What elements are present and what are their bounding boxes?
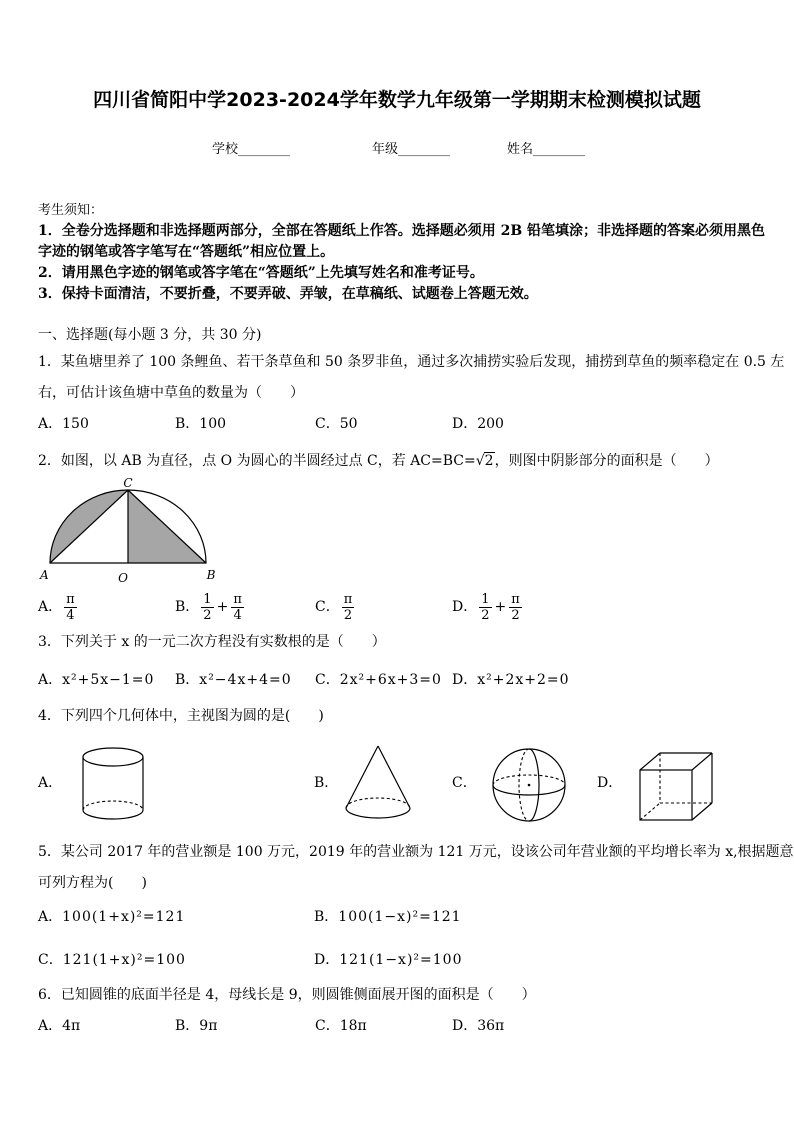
numerator: π bbox=[66, 591, 75, 607]
cube-edge bbox=[692, 803, 712, 820]
question-2-option-b bbox=[175, 590, 246, 624]
question-2-option-a bbox=[38, 590, 79, 624]
option-text: 4π bbox=[62, 1018, 81, 1034]
sphere-equator-front bbox=[493, 785, 565, 795]
fraction bbox=[231, 592, 244, 623]
option-label: A． bbox=[38, 1018, 63, 1034]
equation: x²+5x−1=0 bbox=[62, 672, 155, 688]
question-5-option-d bbox=[314, 950, 462, 970]
option-text: 18π bbox=[339, 1018, 367, 1034]
cylinder-figure bbox=[80, 744, 148, 826]
question-6-option-b bbox=[175, 1016, 217, 1036]
question-5-stem: 可列方程为( ) bbox=[38, 875, 147, 891]
name-field: 姓名________ bbox=[507, 142, 586, 157]
question-4-stem: 4．下列四个几何体中，主视图为圆的是( ) bbox=[38, 708, 324, 724]
notice-line: 2．请用黑色字迹的钢笔或答字笔在“答题纸”上先填写姓名和准考证号。 bbox=[38, 265, 484, 281]
equation: x²+2x+2=0 bbox=[477, 672, 570, 688]
option-label: A． bbox=[38, 672, 63, 688]
denominator: 4 bbox=[233, 607, 242, 623]
grade-field: 年级________ bbox=[372, 142, 451, 157]
question-3-stem: 3．下列关于 x 的一元二次方程没有实数根的是（ ） bbox=[38, 634, 386, 650]
notice-line: 1．全卷分选择题和非选择题两部分，全部在答题纸上作答。选择题必须用 2B 铅笔填涂；非选择题的答案必须用黑色 bbox=[38, 223, 766, 239]
option-label: A． bbox=[38, 775, 63, 791]
fraction bbox=[342, 592, 355, 623]
notice-line: 3．保持卡面清洁，不要折叠，不要弄破、弄皱，在草稿纸、试题卷上答题无效。 bbox=[38, 286, 538, 302]
option-label: A． bbox=[38, 416, 63, 432]
question-5-option-a bbox=[38, 907, 185, 927]
notice-heading: 考生须知： bbox=[38, 203, 104, 218]
question-5-option-c bbox=[38, 950, 186, 970]
stem-text: ，则图中阴影部分的面积是（ ） bbox=[494, 453, 719, 469]
option-label: B． bbox=[175, 416, 200, 432]
cylinder-base-front bbox=[83, 810, 143, 819]
option-text: 150 bbox=[62, 416, 89, 432]
question-6-option-a bbox=[38, 1016, 80, 1036]
cone-side bbox=[378, 746, 410, 808]
option-label: B． bbox=[314, 909, 339, 925]
option-text: 36π bbox=[477, 1018, 505, 1034]
option-text: 100 bbox=[199, 416, 227, 432]
question-6-option-c bbox=[315, 1016, 367, 1036]
option-label: C． bbox=[315, 599, 340, 615]
fraction bbox=[64, 592, 77, 623]
fraction bbox=[201, 592, 213, 623]
school-field: 学校________ bbox=[212, 142, 291, 157]
equation: 2x²+6x+3=0 bbox=[339, 672, 442, 688]
section-heading: 一、选择题(每小题 3 分，共 30 分) bbox=[38, 327, 262, 343]
cone-side bbox=[346, 746, 378, 808]
question-3-option-a bbox=[38, 670, 154, 690]
question-1-option-d bbox=[452, 414, 504, 434]
option-label: C． bbox=[315, 672, 340, 688]
fraction bbox=[479, 592, 491, 623]
numerator: π bbox=[511, 591, 520, 607]
option-label: D． bbox=[314, 952, 340, 968]
cone-figure bbox=[340, 740, 416, 822]
option-label: C． bbox=[452, 775, 477, 791]
point-label-a: A bbox=[40, 568, 49, 582]
cylinder-base-back bbox=[83, 801, 143, 810]
plus-operator: + bbox=[494, 599, 507, 615]
cone-base-front bbox=[346, 808, 410, 818]
semicircle-figure bbox=[40, 475, 230, 590]
denominator: 2 bbox=[511, 607, 520, 623]
question-2-option-c bbox=[315, 590, 356, 624]
question-1-stem: 1．某鱼塘里养了 100 条鲤鱼、若干条草鱼和 50 条罗非鱼，通过多次捕捞实验后发现，捕捞到草鱼的频率稳定在 0.5 左 bbox=[38, 354, 785, 370]
option-label: C． bbox=[315, 416, 340, 432]
option-label: D． bbox=[452, 672, 478, 688]
cone-base-back bbox=[346, 798, 410, 808]
point-label-b: B bbox=[206, 568, 216, 582]
question-1-option-b bbox=[175, 414, 226, 434]
question-1-stem: 右，可估计该鱼塘中草鱼的数量为（ ） bbox=[38, 385, 304, 401]
question-3-option-d bbox=[452, 670, 570, 690]
sphere-center bbox=[528, 784, 531, 787]
numerator: π bbox=[233, 591, 242, 607]
option-text: 50 bbox=[339, 416, 358, 432]
cube-edge bbox=[640, 753, 660, 770]
question-5-option-b bbox=[314, 907, 462, 927]
equation: x²−4x+4=0 bbox=[199, 672, 292, 688]
question-1-option-c bbox=[315, 414, 358, 434]
question-1-option-a bbox=[38, 414, 89, 434]
option-label: D． bbox=[452, 599, 478, 615]
option-label: B． bbox=[314, 775, 339, 791]
equation: 100(1+x)²=121 bbox=[62, 909, 186, 925]
option-label: D． bbox=[452, 1018, 478, 1034]
question-6-stem: 6．已知圆锥的底面半径是 4，母线长是 9，则圆锥侧面展开图的面积是（ ） bbox=[38, 987, 536, 1003]
numerator: 1 bbox=[203, 591, 212, 607]
equation: 121(1+x)²=100 bbox=[62, 952, 186, 968]
sphere-meridian-back bbox=[519, 749, 529, 821]
option-label: B． bbox=[175, 1018, 200, 1034]
exam-title: 四川省简阳中学2023-2024学年数学九年级第一学期期末检测模拟试题 bbox=[93, 89, 701, 111]
option-label: D． bbox=[597, 775, 623, 791]
option-label: C． bbox=[38, 952, 63, 968]
numerator: 1 bbox=[481, 591, 490, 607]
fraction bbox=[509, 592, 522, 623]
question-6-option-d bbox=[452, 1016, 504, 1036]
cube-edge bbox=[692, 753, 712, 770]
option-label: C． bbox=[315, 1018, 340, 1034]
radicand: 2 bbox=[484, 453, 494, 469]
question-3-option-b bbox=[175, 670, 292, 690]
denominator: 2 bbox=[203, 607, 212, 623]
notice-line: 字迹的钢笔或答字笔写在“答题纸”相应位置上。 bbox=[38, 244, 335, 260]
option-label: D． bbox=[452, 416, 478, 432]
option-text: 9π bbox=[199, 1018, 218, 1034]
stem-text: 2．如图，以 AB 为直径，点 O 为圆心的半圆经过点 C，若 AC=BC= bbox=[38, 453, 476, 469]
sphere-figure bbox=[489, 745, 569, 825]
point-label-c: C bbox=[123, 476, 133, 490]
plus-operator: + bbox=[216, 599, 229, 615]
sqrt-sign: √ bbox=[475, 453, 485, 469]
equation: 121(1−x)²=100 bbox=[339, 952, 463, 968]
cylinder-top bbox=[83, 748, 143, 766]
equation: 100(1−x)²=121 bbox=[338, 909, 462, 925]
cube-figure bbox=[636, 749, 716, 824]
question-2-option-d bbox=[452, 590, 524, 624]
question-3-option-c bbox=[315, 670, 442, 690]
denominator: 4 bbox=[66, 607, 75, 623]
option-label: A． bbox=[38, 909, 63, 925]
cube-front-face bbox=[640, 770, 692, 820]
denominator: 2 bbox=[343, 607, 353, 623]
option-text: 200 bbox=[477, 416, 504, 432]
cube-hidden-edge bbox=[640, 803, 660, 820]
sphere-equator-back bbox=[493, 775, 565, 785]
denominator: 2 bbox=[481, 607, 490, 623]
point-label-o: O bbox=[118, 571, 128, 585]
option-label: B． bbox=[175, 599, 200, 615]
question-5-stem: 5．某公司 2017 年的营业额是 100 万元，2019 年的营业额为 121 万元，设该公司年营业额的平均增长率为 x,根据题意 bbox=[38, 844, 794, 860]
question-2-stem bbox=[38, 451, 719, 471]
sphere-meridian-front bbox=[529, 749, 539, 821]
option-label: B． bbox=[175, 672, 200, 688]
option-label: A． bbox=[38, 599, 63, 615]
numerator: π bbox=[343, 591, 353, 607]
